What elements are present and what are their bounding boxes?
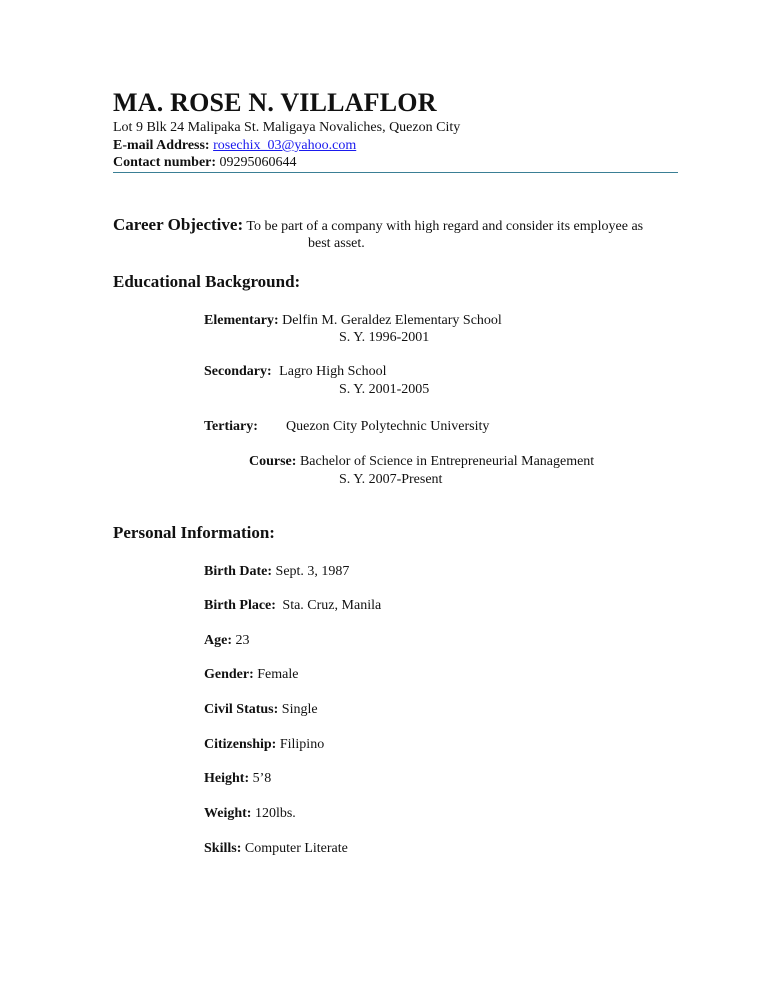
birth-date-row [204, 564, 349, 580]
civil-status-row [204, 702, 318, 718]
field-label: Civil Status: [204, 702, 279, 717]
contact-number: 09295060644 [219, 155, 297, 170]
address-line: Lot 9 Blk 24 Malipaka St. Maligaya Novaliches, Quezon City [113, 120, 461, 135]
field-label: Birth Date: [204, 564, 273, 579]
birth-place-row [204, 598, 381, 614]
field-value: Female [257, 667, 299, 682]
secondary-school: Lagro High School [279, 364, 387, 379]
age-row [204, 633, 250, 649]
height-row [204, 771, 271, 787]
secondary-label: Secondary: [204, 364, 272, 379]
field-value: Computer Literate [244, 841, 348, 856]
secondary-row [204, 364, 387, 380]
field-value: Sept. 3, 1987 [275, 564, 350, 579]
tertiary-sy: S. Y. 2007-Present [339, 472, 443, 487]
elementary-school: Delfin M. Geraldez Elementary School [282, 313, 502, 328]
secondary-sy: S. Y. 2001-2005 [339, 382, 430, 397]
gender-row [204, 667, 298, 683]
skills-row [204, 841, 348, 857]
header-divider [113, 172, 678, 173]
email-link[interactable]: rosechix_03@yahoo.com [213, 138, 357, 153]
course-value: Bachelor of Science in Entrepreneurial Management [299, 454, 595, 469]
career-objective-label: Career Objective: [113, 215, 244, 234]
weight-row [204, 806, 296, 822]
course-row [249, 454, 594, 470]
field-label: Height: [204, 771, 250, 786]
contact-label: Contact number: [113, 155, 217, 170]
citizenship-row [204, 737, 324, 753]
education-heading: Educational Background: [113, 272, 301, 291]
field-value: 5’8 [252, 771, 272, 786]
course-label: Course: [249, 454, 297, 469]
tertiary-row [204, 419, 258, 435]
field-label: Birth Place: [204, 598, 276, 613]
applicant-name: MA. ROSE N. VILLAFLOR [113, 88, 437, 117]
field-label: Skills: [204, 841, 242, 856]
email-line [113, 138, 356, 154]
field-label: Age: [204, 633, 232, 648]
elementary-row [204, 313, 502, 329]
field-value: Single [281, 702, 318, 717]
tertiary-label: Tertiary: [204, 419, 258, 434]
career-objective-text-1: To be part of a company with high regard and consider its employee as [246, 219, 644, 234]
personal-heading: Personal Information: [113, 523, 275, 542]
career-objective [113, 215, 643, 235]
field-label: Weight: [204, 806, 252, 821]
elementary-label: Elementary: [204, 313, 279, 328]
career-objective-text-2: best asset. [308, 236, 365, 251]
field-value: Filipino [279, 737, 325, 752]
contact-line [113, 155, 297, 171]
field-label: Citizenship: [204, 737, 277, 752]
field-value: 120lbs. [254, 806, 296, 821]
tertiary-school: Quezon City Polytechnic University [286, 419, 490, 434]
field-value: 23 [235, 633, 250, 648]
field-value: Sta. Cruz, Manila [282, 598, 382, 613]
email-label: E-mail Address: [113, 138, 210, 153]
field-label: Gender: [204, 667, 254, 682]
elementary-sy: S. Y. 1996-2001 [339, 330, 430, 345]
